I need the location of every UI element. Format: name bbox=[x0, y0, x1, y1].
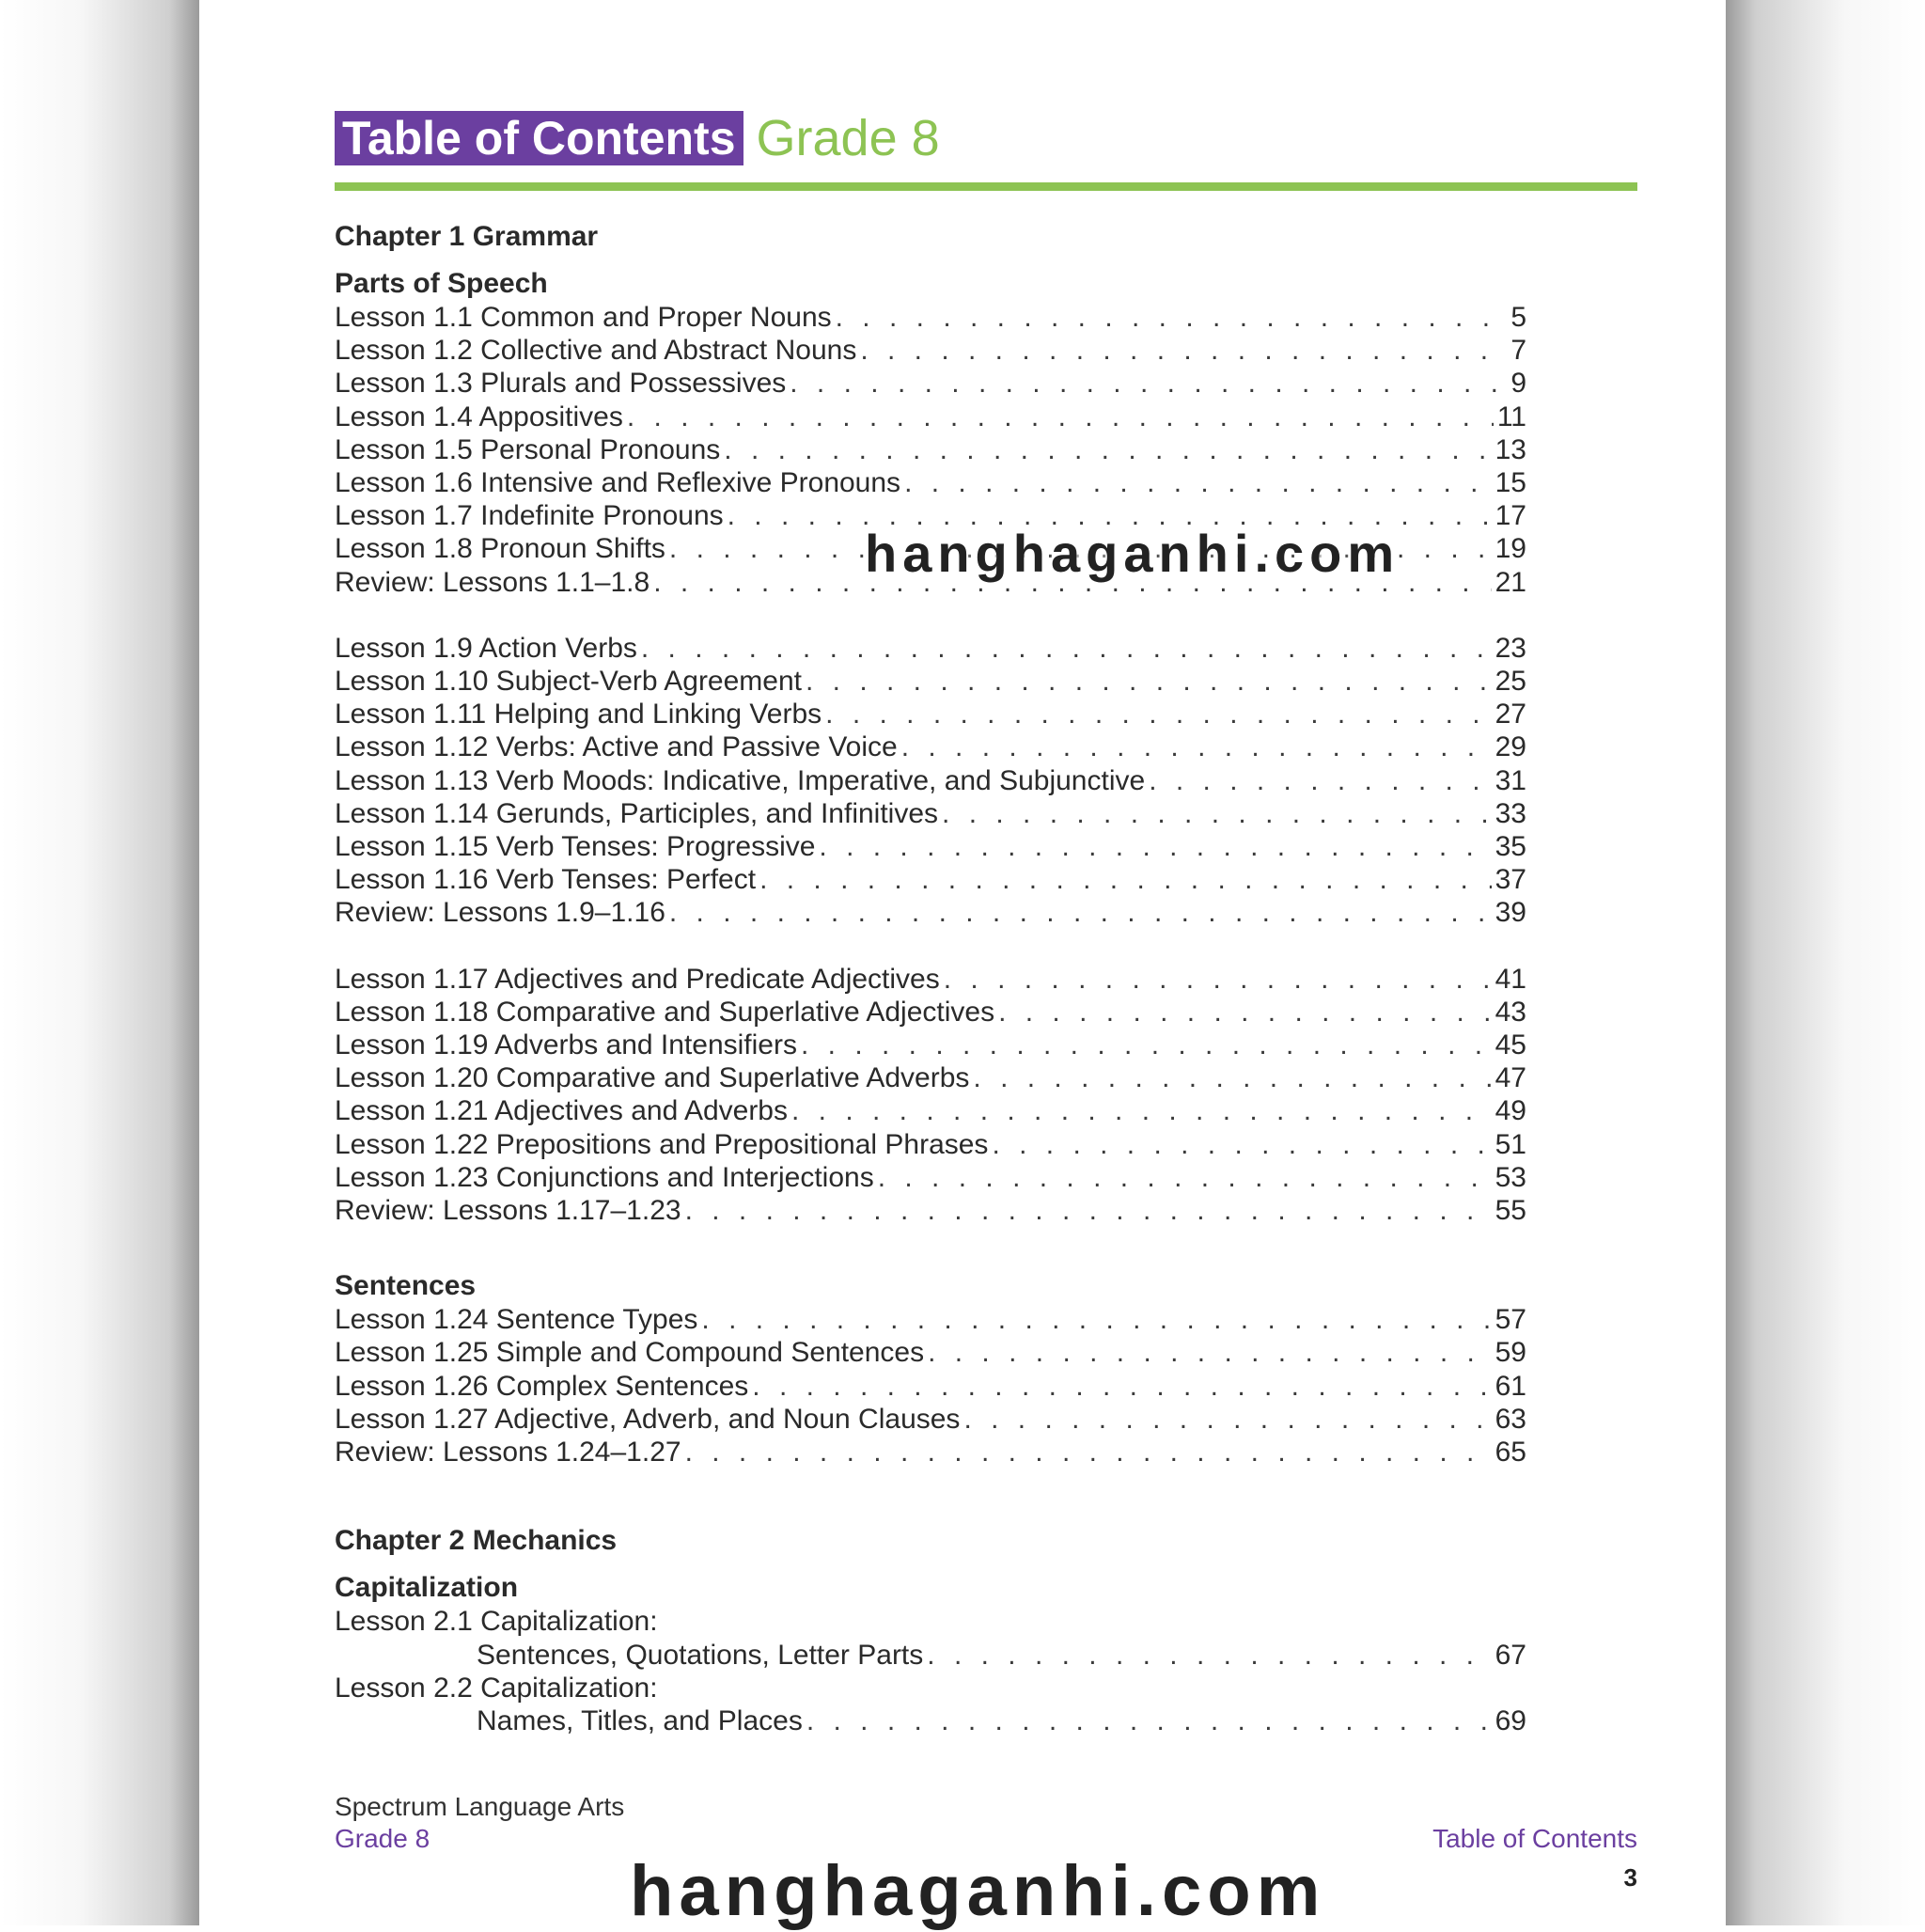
dot-leader bbox=[825, 698, 1491, 730]
entry-page: 35 bbox=[1495, 831, 1526, 863]
toc-entry[interactable] bbox=[335, 334, 1526, 367]
toc-group bbox=[335, 1303, 1526, 1469]
entry-label: Review: Lessons 1.17–1.23 bbox=[335, 1195, 681, 1227]
dot-leader bbox=[806, 1704, 1492, 1737]
toc-entry[interactable] bbox=[335, 466, 1526, 499]
dot-leader bbox=[724, 433, 1491, 466]
table-of-contents bbox=[335, 216, 1526, 1737]
entry-page: 43 bbox=[1495, 996, 1526, 1028]
dot-leader bbox=[860, 334, 1507, 367]
dot-leader bbox=[901, 730, 1492, 763]
entry-page: 31 bbox=[1495, 764, 1526, 796]
entry-label: Lesson 1.7 Indefinite Pronouns bbox=[335, 500, 724, 532]
entry-label: Names, Titles, and Places bbox=[477, 1704, 803, 1736]
page-shadow-left bbox=[0, 0, 199, 1925]
entry-page: 57 bbox=[1495, 1304, 1526, 1336]
toc-entry[interactable] bbox=[335, 301, 1526, 334]
toc-entry[interactable] bbox=[335, 1370, 1526, 1403]
toc-entry[interactable] bbox=[335, 963, 1526, 996]
entry-label: Lesson 1.1 Common and Proper Nouns bbox=[335, 302, 832, 333]
toc-entry[interactable] bbox=[335, 1161, 1526, 1194]
group-spacer bbox=[335, 930, 1526, 963]
dot-leader bbox=[878, 1161, 1492, 1194]
page-number: 3 bbox=[1623, 1863, 1637, 1892]
toc-entry[interactable] bbox=[335, 1639, 1526, 1672]
entry-label: Lesson 1.16 Verb Tenses: Perfect bbox=[335, 864, 757, 896]
toc-entry[interactable] bbox=[335, 1436, 1526, 1469]
entry-page: 19 bbox=[1495, 533, 1526, 565]
title-divider bbox=[335, 182, 1637, 191]
toc-entry[interactable] bbox=[335, 730, 1526, 763]
toc-entry[interactable] bbox=[335, 797, 1526, 830]
entry-page: 15 bbox=[1495, 467, 1526, 499]
entry-label: Lesson 1.18 Comparative and Superlative Adjectives bbox=[335, 996, 995, 1028]
toc-entry[interactable] bbox=[335, 1303, 1526, 1336]
dot-leader bbox=[759, 863, 1492, 896]
entry-page: 27 bbox=[1495, 699, 1526, 730]
entry-page: 59 bbox=[1495, 1337, 1526, 1369]
dot-leader bbox=[685, 1194, 1492, 1227]
dot-leader bbox=[819, 830, 1491, 863]
entry-page: 21 bbox=[1495, 566, 1526, 598]
entry-label: Lesson 1.8 Pronoun Shifts bbox=[335, 533, 665, 565]
dot-leader bbox=[669, 896, 1492, 929]
dot-leader bbox=[998, 996, 1492, 1029]
entry-label: Lesson 1.20 Comparative and Superlative Adverbs bbox=[335, 1062, 970, 1094]
entry-label: Lesson 1.5 Personal Pronouns bbox=[335, 433, 721, 465]
entry-page: 45 bbox=[1495, 1029, 1526, 1061]
entry-page: 47 bbox=[1495, 1062, 1526, 1094]
entry-page: 65 bbox=[1495, 1437, 1526, 1469]
section-heading: Parts of Speech bbox=[335, 268, 548, 299]
toc-entry[interactable] bbox=[335, 896, 1526, 929]
entry-label: Lesson 1.23 Conjunctions and Interjections bbox=[335, 1161, 874, 1193]
dot-leader bbox=[1149, 764, 1491, 797]
group-spacer bbox=[335, 1227, 1526, 1260]
entry-label: Lesson 1.15 Verb Tenses: Progressive bbox=[335, 831, 816, 863]
toc-entry[interactable] bbox=[335, 1704, 1526, 1737]
entry-label: Lesson 1.22 Prepositions and Prepositional Phrases bbox=[335, 1128, 989, 1160]
dot-leader bbox=[806, 665, 1492, 698]
toc-entry[interactable] bbox=[335, 367, 1526, 400]
footer-left bbox=[335, 1791, 624, 1855]
entry-page: 61 bbox=[1495, 1370, 1526, 1402]
entry-page: 41 bbox=[1495, 963, 1526, 995]
dot-leader bbox=[928, 1336, 1492, 1369]
entry-label: Lesson 1.21 Adjectives and Adverbs bbox=[335, 1095, 788, 1127]
entry-page: 7 bbox=[1510, 335, 1526, 367]
entry-page: 17 bbox=[1495, 500, 1526, 532]
entry-label: Lesson 1.19 Adverbs and Intensifiers bbox=[335, 1029, 797, 1061]
dot-leader bbox=[701, 1303, 1491, 1336]
dot-leader bbox=[942, 797, 1492, 830]
toc-entry[interactable] bbox=[335, 1029, 1526, 1061]
entry-label: Lesson 1.14 Gerunds, Participles, and Infinitives bbox=[335, 797, 939, 829]
section-heading: Capitalization bbox=[335, 1572, 519, 1604]
entry-page: 55 bbox=[1495, 1195, 1526, 1227]
footer-brand: Spectrum Language Arts bbox=[335, 1792, 625, 1821]
entry-label: Review: Lessons 1.1–1.8 bbox=[335, 566, 650, 598]
entry-page: 53 bbox=[1495, 1161, 1526, 1193]
entry-label: Lesson 1.26 Complex Sentences bbox=[335, 1370, 749, 1402]
entry-page: 51 bbox=[1495, 1128, 1526, 1160]
entry-label: Review: Lessons 1.9–1.16 bbox=[335, 897, 665, 929]
entry-label: Lesson 1.24 Sentence Types bbox=[335, 1304, 698, 1336]
dot-leader bbox=[973, 1061, 1491, 1094]
entry-label: Review: Lessons 1.24–1.27 bbox=[335, 1437, 681, 1469]
footer-section: Table of Contents bbox=[1432, 1824, 1637, 1853]
entry-label: Lesson 1.10 Subject-Verb Agreement bbox=[335, 666, 802, 698]
entry-page: 29 bbox=[1495, 731, 1526, 763]
entry-page: 63 bbox=[1495, 1403, 1526, 1435]
toc-entry[interactable] bbox=[335, 1194, 1526, 1227]
entry-label: Lesson 1.13 Verb Moods: Indicative, Imperative, and Subjunctive bbox=[335, 764, 1146, 796]
dot-leader bbox=[752, 1370, 1491, 1403]
entry-page: 39 bbox=[1495, 897, 1526, 929]
entry-page: 11 bbox=[1496, 401, 1526, 432]
dot-leader bbox=[790, 367, 1507, 400]
dot-leader bbox=[685, 1436, 1492, 1469]
toc-entry[interactable] bbox=[335, 698, 1526, 730]
chapter-spacer bbox=[335, 1469, 1526, 1520]
chapter-heading: Chapter 2 Mechanics bbox=[335, 1525, 618, 1557]
entry-page: 13 bbox=[1495, 433, 1526, 465]
entry-label: Lesson 1.17 Adjectives and Predicate Adjectives bbox=[335, 963, 940, 995]
entry-label: Lesson 1.3 Plurals and Possessives bbox=[335, 368, 787, 400]
toc-entry[interactable] bbox=[335, 1403, 1526, 1436]
entry-head[interactable]: Lesson 2.2 Capitalization: bbox=[335, 1672, 658, 1704]
entry-page: 5 bbox=[1510, 302, 1526, 333]
dot-leader bbox=[963, 1403, 1491, 1436]
page-title: Table of Contents bbox=[335, 111, 743, 165]
footer-grade: Grade 8 bbox=[335, 1824, 430, 1853]
dot-leader bbox=[836, 301, 1508, 334]
dot-leader bbox=[801, 1029, 1492, 1061]
dot-leader bbox=[627, 401, 1494, 433]
toc-entry[interactable] bbox=[335, 764, 1526, 797]
dot-leader bbox=[944, 963, 1492, 996]
entry-label: Lesson 1.25 Simple and Compound Sentences bbox=[335, 1337, 925, 1369]
toc-group bbox=[335, 963, 1526, 1228]
entry-page: 23 bbox=[1495, 632, 1526, 664]
entry-label: Lesson 1.4 Appositives bbox=[335, 401, 623, 432]
chapter-heading: Chapter 1 Grammar bbox=[335, 221, 599, 252]
page-shadow-right bbox=[1726, 0, 1925, 1925]
toc-entry[interactable] bbox=[335, 433, 1526, 466]
entry-label: Sentences, Quotations, Letter Parts bbox=[477, 1639, 924, 1671]
toc-entry[interactable] bbox=[335, 830, 1526, 863]
entry-head[interactable]: Lesson 2.1 Capitalization: bbox=[335, 1606, 658, 1638]
entry-page: 25 bbox=[1495, 666, 1526, 698]
entry-label: Lesson 1.12 Verbs: Active and Passive Voice bbox=[335, 731, 898, 763]
entry-page: 67 bbox=[1495, 1639, 1526, 1671]
entry-label: Lesson 1.2 Collective and Abstract Nouns bbox=[335, 335, 857, 367]
toc-entry[interactable] bbox=[335, 1094, 1526, 1127]
dot-leader bbox=[791, 1094, 1492, 1127]
entry-label: Lesson 1.27 Adjective, Adverb, and Noun Clauses bbox=[335, 1403, 961, 1435]
entry-page: 9 bbox=[1510, 368, 1526, 400]
group-spacer bbox=[335, 599, 1526, 632]
title-row bbox=[335, 111, 940, 165]
grade-title: Grade 8 bbox=[756, 110, 940, 166]
entry-page: 69 bbox=[1495, 1704, 1526, 1736]
toc-entry[interactable] bbox=[335, 665, 1526, 698]
dot-leader bbox=[927, 1639, 1491, 1672]
entry-label: Lesson 1.6 Intensive and Reflexive Pronouns bbox=[335, 467, 901, 499]
toc-group bbox=[335, 1605, 1526, 1737]
toc-entry[interactable] bbox=[335, 401, 1526, 433]
watermark-top: hanghaganhi.com bbox=[865, 524, 1401, 583]
entry-label: Lesson 1.11 Helping and Linking Verbs bbox=[335, 699, 822, 730]
dot-leader bbox=[641, 632, 1492, 665]
section-heading: Sentences bbox=[335, 1270, 477, 1302]
dot-leader bbox=[992, 1128, 1491, 1161]
entry-label: Lesson 1.9 Action Verbs bbox=[335, 632, 637, 664]
toc-entry[interactable] bbox=[335, 1128, 1526, 1161]
toc-entry[interactable] bbox=[335, 1061, 1526, 1094]
entry-page: 33 bbox=[1495, 797, 1526, 829]
toc-entry[interactable] bbox=[335, 863, 1526, 896]
toc-entry[interactable] bbox=[335, 1336, 1526, 1369]
dot-leader bbox=[904, 466, 1492, 499]
toc-entry[interactable] bbox=[335, 996, 1526, 1029]
watermark-bottom: hanghaganhi.com bbox=[630, 1851, 1326, 1931]
toc-group bbox=[335, 632, 1526, 930]
toc-entry[interactable] bbox=[335, 632, 1526, 665]
entry-page: 49 bbox=[1495, 1095, 1526, 1127]
document-page bbox=[199, 0, 1726, 1925]
entry-page: 37 bbox=[1495, 864, 1526, 896]
